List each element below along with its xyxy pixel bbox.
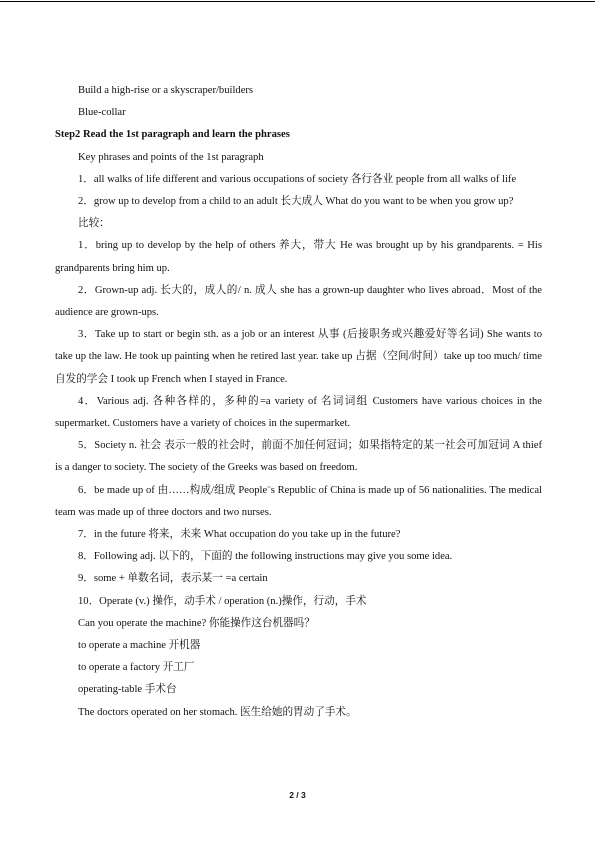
text-line-2: Blue-collar bbox=[78, 107, 126, 119]
phrase-item-2: 2．grow up to develop from a child to an adult 长大成人 What do you want to be when you grow up? bbox=[78, 196, 514, 208]
phrase-item-8: 8．Following adj. 以下的，下面的 the following instructions may give you some idea. bbox=[78, 551, 453, 563]
compare-item-1: 1．bring up to develop by the help of others 养大，带大 He was brought up by his grandparents. = His grandparents bring him up. bbox=[55, 240, 542, 274]
example-line-1: Can you operate the machine? 你能操作这台机器吗？ bbox=[78, 617, 315, 629]
example-line-4: operating-table 手术台 bbox=[78, 684, 177, 696]
example-line-2: to operate a machine 开机器 bbox=[78, 640, 201, 652]
phrase-item-9: 9．some + 单数名词，表示某一 =a certain bbox=[78, 573, 268, 585]
example-line-5: The doctors operated on her stomach. 医生给她的胃动了手术。 bbox=[78, 706, 357, 718]
section-heading: Step2 Read the 1st paragraph and learn the phrases bbox=[55, 129, 290, 141]
phrase-item-10: 10．Operate (v.) 操作，动手术 / operation (n.)操作，行动，手术 bbox=[78, 595, 367, 607]
phrase-item-5: 5．Society n. 社会 表示一般的社会时，前面不加任何冠词；如果指特定的某一社会可加冠词 A thief is a danger to society. The society of the Greeks was based on freedom. bbox=[55, 440, 542, 474]
document-body bbox=[55, 80, 542, 724]
text-line-4: Key phrases and points of the 1st paragraph bbox=[78, 151, 264, 163]
text-line-1: Build a high-rise or a skyscraper/builders bbox=[78, 85, 254, 96]
compare-label: 比较： bbox=[78, 218, 110, 230]
header-rule bbox=[0, 1, 595, 2]
page-number: 2 / 3 bbox=[289, 790, 306, 800]
phrase-item-4: 4．Various adj. 各种各样的，多种的=a variety of 名词词组 Customers have various choices in the supermarket. Customers have a variety of choices in the supermarket. bbox=[55, 395, 542, 430]
phrase-item-6: 6．be made up of 由……构成/组成 People¨s Republic of China is made up of 56 nationalities. The medical team was made up of three doctors and two nurses. bbox=[55, 484, 542, 518]
example-line-3: to operate a factory 开工厂 bbox=[78, 662, 195, 674]
compare-item-2: 2．Grown-up adj. 长大的，成人的/ n. 成人 she has a grown-up daughter who lives abroad．Most of the audience are grown-ups. bbox=[55, 284, 542, 319]
phrase-item-1: 1．all walks of life different and various occupations of society 各行各业 people from all walks of life bbox=[78, 173, 517, 185]
phrase-item-3: 3．Take up to start or begin sth. as a job or an interest 从事 (后接职务或兴趣爱好等名词) She wants to take up the law. He took up painting when he retired last year. take up 占据（空间/时间）take up too much/ time 自发的学会 I took up French when I stayed in France. bbox=[55, 329, 542, 385]
phrase-item-7: 7．in the future 将来，未来 What occupation do you take up in the future? bbox=[78, 529, 401, 541]
